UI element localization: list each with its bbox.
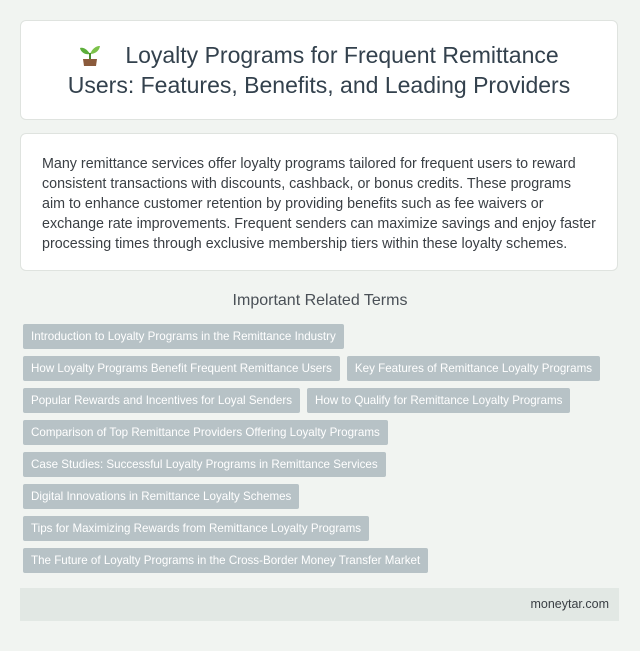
page-title-text: Loyalty Programs for Frequent Remittance Users: Features, Benefits, and Leading Providers	[67, 42, 571, 98]
related-term-tag[interactable]: The Future of Loyalty Programs in the Cross-Border Money Transfer Market	[23, 548, 428, 573]
related-term-tag[interactable]: Introduction to Loyalty Programs in the Remittance Industry	[23, 324, 344, 349]
related-term-tag[interactable]: Digital Innovations in Remittance Loyalty Schemes	[23, 484, 299, 509]
intro-card	[20, 133, 618, 271]
related-term-tag[interactable]: Case Studies: Successful Loyalty Programs in Remittance Services	[23, 452, 386, 477]
related-term-tag[interactable]: How to Qualify for Remittance Loyalty Programs	[307, 388, 570, 413]
sprout-icon	[79, 42, 101, 66]
related-term-tag[interactable]: How Loyalty Programs Benefit Frequent Remittance Users	[23, 356, 340, 381]
related-terms-list	[23, 324, 623, 573]
footer-site: moneytar.com	[530, 597, 609, 611]
related-term-tag[interactable]: Popular Rewards and Incentives for Loyal Senders	[23, 388, 300, 413]
footer	[20, 588, 619, 621]
title-card	[20, 20, 618, 120]
page-title	[49, 40, 589, 100]
related-term-tag[interactable]: Key Features of Remittance Loyalty Programs	[347, 356, 600, 381]
related-term-tag[interactable]: Comparison of Top Remittance Providers Offering Loyalty Programs	[23, 420, 388, 445]
related-terms-heading: Important Related Terms	[232, 292, 408, 309]
related-term-tag[interactable]: Tips for Maximizing Rewards from Remittance Loyalty Programs	[23, 516, 369, 541]
intro-paragraph: Many remittance services offer loyalty programs tailored for frequent users to reward consistent transactions with discounts, cashback, or bonus credits. These programs aim to enhance customer retention by providing benefits such as fee waivers or exchange rate improvements. Frequent senders can maximize savings and enjoy faster processing times through exclusive membership tiers within these loyalty schemes.	[42, 156, 596, 252]
